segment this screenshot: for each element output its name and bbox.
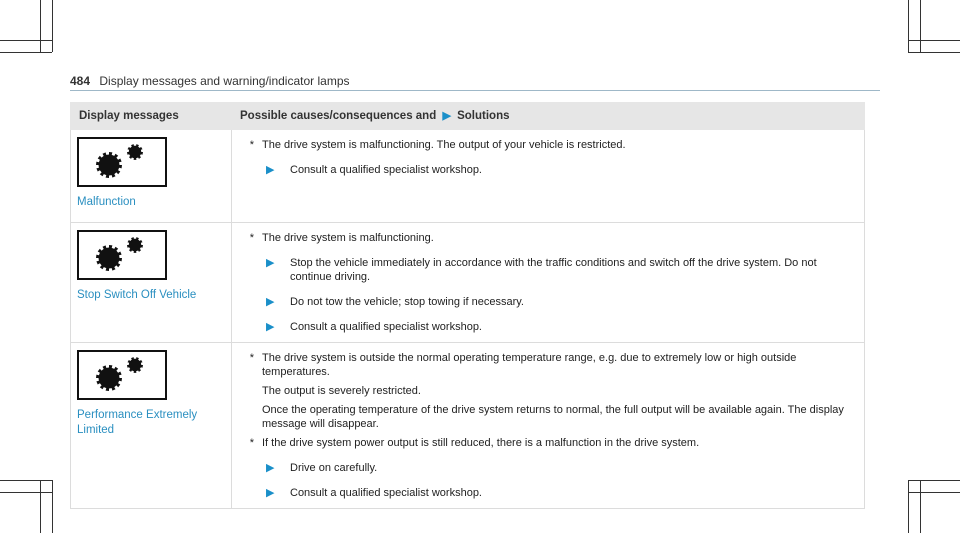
column-header-solutions-label: Solutions: [457, 110, 510, 122]
solution-item: [238, 295, 858, 309]
crop-mark: [908, 40, 960, 41]
solution-text: Do not tow the vehicle; stop towing if necessary.: [290, 296, 524, 308]
cause-bullet: *: [249, 352, 254, 364]
cause-bullet: *: [249, 139, 254, 151]
solution-arrow-icon: ▶: [266, 296, 275, 308]
page-header: [70, 74, 350, 88]
table-row: [71, 343, 865, 509]
cause-bullet: *: [249, 437, 254, 449]
message-cell: [71, 343, 232, 509]
display-messages-table: [70, 102, 865, 509]
drive-system-display-icon: [77, 230, 167, 280]
gear-pair-icon: [79, 232, 165, 278]
cause-item: [238, 231, 858, 245]
crop-mark: [52, 0, 53, 52]
page-title: Display messages and warning/indicator lamps: [99, 74, 350, 88]
solution-text: Consult a qualified specialist workshop.: [290, 164, 482, 176]
gear-pair-icon: [79, 352, 165, 398]
solution-item: [238, 256, 858, 284]
cause-text: The drive system is malfunctioning.: [262, 232, 434, 244]
crop-mark: [908, 480, 960, 481]
column-header-causes-label: Possible causes/consequences and: [240, 110, 437, 122]
cause-item: [238, 138, 858, 152]
table-row: [71, 223, 865, 343]
message-cell: [71, 130, 232, 223]
solution-text: Stop the vehicle immediately in accordance with the traffic conditions and switch off the drive system. Do not continue driving.: [290, 257, 817, 283]
crop-mark: [908, 480, 909, 533]
table-header-row: [71, 103, 865, 130]
crop-mark: [52, 480, 53, 533]
solution-arrow-icon: ▶: [266, 164, 275, 176]
large-gear-icon: [96, 365, 122, 391]
message-label: Performance Extremely Limited: [77, 409, 198, 436]
solution-item: [238, 461, 858, 475]
drive-system-display-icon: [77, 137, 167, 187]
solution-arrow-icon: ▶: [266, 257, 275, 269]
crop-mark: [908, 492, 960, 493]
crop-mark: [920, 0, 921, 52]
crop-mark: [0, 480, 52, 481]
crop-mark: [0, 40, 52, 41]
solution-arrow-icon: ▶: [442, 110, 451, 122]
column-header-messages: Display messages: [71, 103, 232, 130]
drive-system-display-icon: [77, 350, 167, 400]
crop-mark: [908, 0, 909, 52]
column-header-causes: [232, 103, 865, 130]
solution-arrow-icon: ▶: [266, 321, 275, 333]
crop-mark: [0, 52, 52, 53]
large-gear-icon: [96, 245, 122, 271]
cause-cell: [232, 130, 865, 223]
message-cell: [71, 223, 232, 343]
cause-text: The drive system is malfunctioning. The output of your vehicle is restricted.: [262, 139, 626, 151]
crop-mark: [920, 480, 921, 533]
crop-mark: [908, 52, 960, 53]
header-rule: [70, 90, 880, 91]
solution-item: [238, 163, 858, 177]
solution-item: [238, 486, 858, 500]
solution-text: Consult a qualified specialist workshop.: [290, 487, 482, 499]
cause-item: [238, 436, 858, 450]
solution-item: [238, 320, 858, 334]
large-gear-icon: [96, 152, 122, 178]
message-label: Stop Switch Off Vehicle: [77, 289, 197, 301]
cause-bullet: *: [249, 232, 254, 244]
page-number: 484: [70, 74, 91, 88]
solution-arrow-icon: ▶: [266, 487, 275, 499]
cause-text: The drive system is outside the normal operating temperature range, e.g. due to extremely low or high outside temperatures.: [262, 352, 797, 378]
solution-arrow-icon: ▶: [266, 462, 275, 474]
small-gear-icon: [127, 237, 143, 253]
cause-item: [238, 351, 858, 379]
cause-paragraph: Once the operating temperature of the drive system returns to normal, the full output will be available again. The display message will disappear.: [262, 404, 844, 430]
message-label: Malfunction: [77, 196, 136, 208]
cause-paragraph: The output is severely restricted.: [262, 385, 421, 397]
small-gear-icon: [127, 357, 143, 373]
table-row: [71, 130, 865, 223]
cause-text: If the drive system power output is still reduced, there is a malfunction in the drive system.: [262, 437, 700, 449]
cause-cell: [232, 223, 865, 343]
solution-text: Drive on carefully.: [290, 462, 378, 474]
crop-mark: [40, 0, 41, 52]
crop-mark: [40, 480, 41, 533]
small-gear-icon: [127, 144, 143, 160]
gear-pair-icon: [79, 139, 165, 185]
cause-cell: [232, 343, 865, 509]
solution-text: Consult a qualified specialist workshop.: [290, 321, 482, 333]
crop-mark: [0, 492, 52, 493]
